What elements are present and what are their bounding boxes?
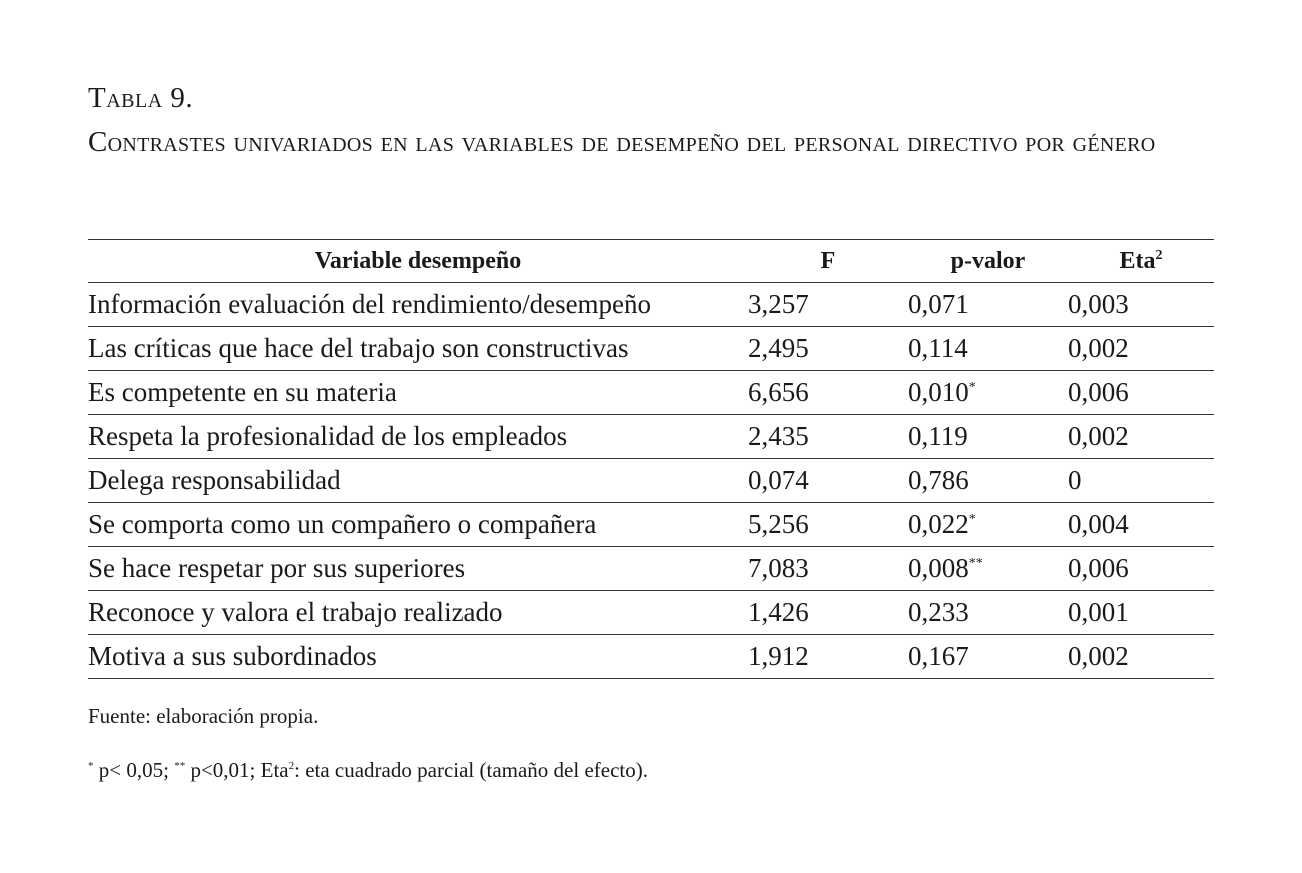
- cell-eta: 0,006: [1068, 547, 1214, 591]
- cell-variable: Respeta la profesionalidad de los empleados: [88, 415, 748, 459]
- cell-variable: Delega responsabilidad: [88, 459, 748, 503]
- cell-p-value: [908, 283, 1068, 327]
- footnote-mark-1: *: [88, 760, 94, 772]
- table-row: [88, 591, 1214, 635]
- cell-eta: 0,002: [1068, 415, 1214, 459]
- table-header-row: [88, 240, 1214, 283]
- cell-f: 1,426: [748, 591, 908, 635]
- header-eta: [1068, 240, 1214, 283]
- table-row: [88, 459, 1214, 503]
- significance-marker: **: [968, 556, 983, 571]
- cell-f: 3,257: [748, 283, 908, 327]
- significance-marker: *: [968, 380, 976, 395]
- cell-variable: Información evaluación del rendimiento/desempeño: [88, 283, 748, 327]
- footnote-part-2: p<0,01; Eta: [185, 758, 289, 782]
- p-value-text: 0,010: [908, 377, 969, 407]
- cell-p-value: [908, 415, 1068, 459]
- table-row: [88, 635, 1214, 679]
- table-body: [88, 283, 1214, 679]
- cell-p-value: [908, 635, 1068, 679]
- table-label: Tabla 9.: [88, 82, 194, 114]
- footnote-part-1: p< 0,05;: [93, 758, 175, 782]
- cell-p-value: [908, 459, 1068, 503]
- p-value-text: 0,114: [908, 333, 968, 363]
- table-title: Contrastes univariados en las variables de desempeño del personal directivo por género: [88, 126, 1156, 158]
- cell-eta: 0,003: [1068, 283, 1214, 327]
- cell-p-value: [908, 327, 1068, 371]
- p-value-text: 0,119: [908, 421, 968, 451]
- table-row: [88, 503, 1214, 547]
- cell-eta: 0,004: [1068, 503, 1214, 547]
- header-p-value: p-valor: [908, 240, 1068, 283]
- cell-f: 7,083: [748, 547, 908, 591]
- table-footnote: [88, 758, 648, 783]
- table-row: [88, 415, 1214, 459]
- p-value-text: 0,022: [908, 509, 969, 539]
- cell-eta: 0,001: [1068, 591, 1214, 635]
- table-row: [88, 547, 1214, 591]
- cell-variable: Las críticas que hace del trabajo son constructivas: [88, 327, 748, 371]
- cell-eta: 0,002: [1068, 635, 1214, 679]
- cell-f: 5,256: [748, 503, 908, 547]
- results-table: [88, 239, 1214, 679]
- p-value-text: 0,786: [908, 465, 969, 495]
- cell-f: 2,495: [748, 327, 908, 371]
- footnote-eta-superscript: 2: [288, 760, 295, 772]
- p-value-text: 0,071: [908, 289, 969, 319]
- cell-f: 2,435: [748, 415, 908, 459]
- cell-variable: Motiva a sus subordinados: [88, 635, 748, 679]
- table-row: [88, 371, 1214, 415]
- cell-eta: 0: [1068, 459, 1214, 503]
- p-value-text: 0,008: [908, 553, 969, 583]
- table-row: [88, 283, 1214, 327]
- significance-marker: *: [968, 512, 976, 527]
- header-eta-text: Eta: [1119, 247, 1156, 274]
- cell-eta: 0,002: [1068, 327, 1214, 371]
- table-source: Fuente: elaboración propia.: [88, 704, 319, 728]
- footnote-part-3: : eta cuadrado parcial (tamaño del efecto).: [294, 758, 648, 782]
- cell-variable: Se comporta como un compañero o compañera: [88, 503, 748, 547]
- cell-eta: 0,006: [1068, 371, 1214, 415]
- cell-p-value: [908, 547, 1068, 591]
- p-value-text: 0,167: [908, 641, 969, 671]
- header-f: F: [748, 240, 908, 283]
- cell-f: 0,074: [748, 459, 908, 503]
- cell-f: 6,656: [748, 371, 908, 415]
- header-eta-superscript: 2: [1155, 247, 1163, 263]
- cell-variable: Es competente en su materia: [88, 371, 748, 415]
- cell-f: 1,912: [748, 635, 908, 679]
- table-row: [88, 327, 1214, 371]
- cell-variable: Se hace respetar por sus superiores: [88, 547, 748, 591]
- header-variable: Variable desempeño: [88, 240, 748, 283]
- footnote-mark-2: **: [174, 760, 186, 772]
- cell-p-value: [908, 503, 1068, 547]
- cell-p-value: [908, 591, 1068, 635]
- cell-variable: Reconoce y valora el trabajo realizado: [88, 591, 748, 635]
- cell-p-value: [908, 371, 1068, 415]
- p-value-text: 0,233: [908, 597, 969, 627]
